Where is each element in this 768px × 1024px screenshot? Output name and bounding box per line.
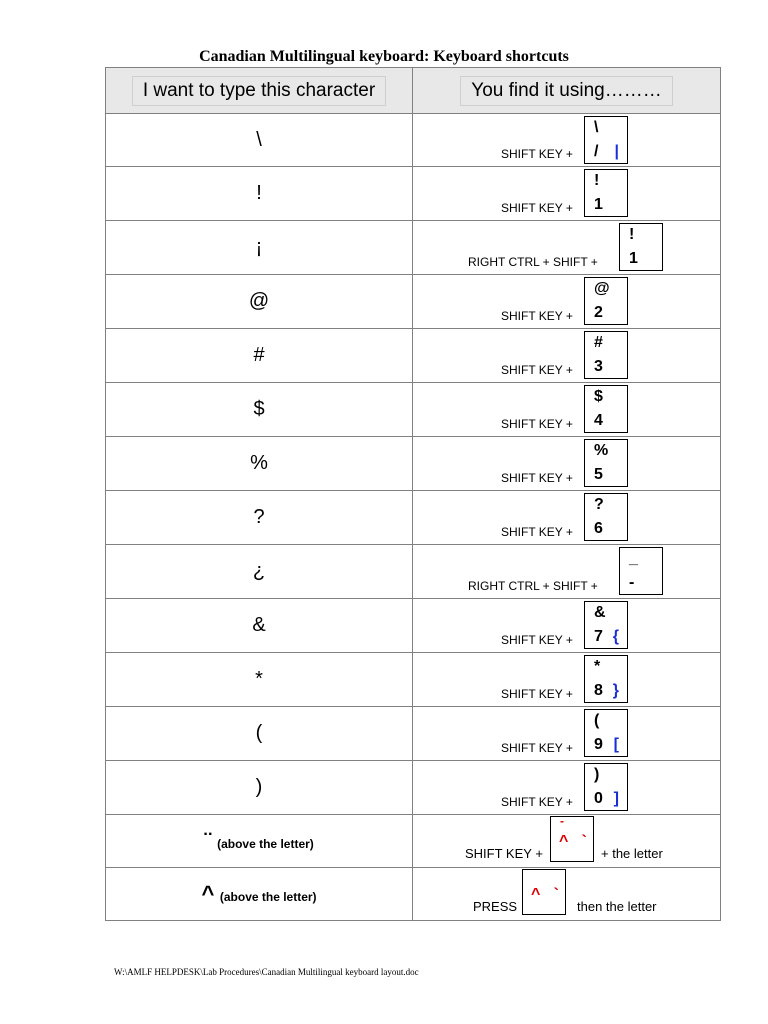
table-row <box>106 707 721 761</box>
method-cell <box>413 815 721 868</box>
key-top-glyph: & <box>594 604 606 621</box>
method-cell <box>413 707 721 761</box>
key-top-glyph: * <box>594 658 601 675</box>
table-row <box>106 437 721 491</box>
key-combination: SHIFT KEY + <box>501 201 573 215</box>
target-character-cell <box>106 707 413 761</box>
key-combination: SHIFT KEY + <box>501 363 573 377</box>
target-character-cell <box>106 491 413 545</box>
keyboard-key-icon <box>584 169 628 217</box>
keyboard-key-icon <box>619 223 663 271</box>
header-method: You find it using……… <box>413 68 721 114</box>
key-alt-glyph: | <box>614 143 619 160</box>
target-character-cell <box>106 275 413 329</box>
keyboard-key-icon <box>619 547 663 595</box>
key-combination: SHIFT KEY + <box>501 147 573 161</box>
target-character-cell <box>106 221 413 275</box>
table-row <box>106 329 721 383</box>
target-character: ? <box>253 506 265 528</box>
target-character: $ <box>253 398 265 420</box>
method-cell <box>413 545 721 599</box>
target-character: ¡ <box>255 236 263 258</box>
method-cell <box>413 383 721 437</box>
target-character: ( <box>255 722 263 744</box>
key-top-glyph: _ <box>629 550 638 567</box>
table-row <box>106 868 721 921</box>
key-combination: PRESS <box>473 899 518 914</box>
key-alt-glyph: ] <box>613 790 619 807</box>
key-bottom-glyph: - <box>629 574 635 591</box>
table-row <box>106 653 721 707</box>
key-combination: SHIFT KEY + <box>501 687 573 701</box>
key-top-glyph: \ <box>594 119 599 136</box>
key-bottom-glyph: 4 <box>594 412 603 429</box>
target-character-cell <box>106 437 413 491</box>
table-row <box>106 815 721 868</box>
table-row <box>106 275 721 329</box>
method-cell <box>413 491 721 545</box>
target-character-cell <box>106 329 413 383</box>
key-top-glyph: # <box>594 334 603 351</box>
key-top-glyph: ) <box>594 766 600 783</box>
target-character-cell <box>106 761 413 815</box>
character-note: (above the letter) <box>219 890 317 904</box>
table-row <box>106 761 721 815</box>
key-combination: SHIFT KEY + <box>465 846 543 861</box>
dead-key-icon <box>550 816 594 862</box>
table-row <box>106 599 721 653</box>
shortcuts-table <box>105 67 721 921</box>
keyboard-key-icon <box>584 277 628 325</box>
target-character-cell <box>106 114 413 167</box>
target-character-cell <box>106 167 413 221</box>
key-alt-glyph: { <box>612 628 619 645</box>
dead-key-icon <box>522 869 566 915</box>
table-row <box>106 167 721 221</box>
target-character: & <box>252 614 266 636</box>
keyboard-key-icon <box>584 655 628 703</box>
table-header-row <box>106 68 721 114</box>
target-character: ¨ <box>204 828 212 853</box>
key-top-glyph: ? <box>594 496 604 513</box>
key-combination: RIGHT CTRL + SHIFT + <box>468 255 598 269</box>
method-cell <box>413 868 721 921</box>
target-character: ¿ <box>252 560 266 582</box>
key-top-glyph: % <box>594 442 609 459</box>
key-combination: SHIFT KEY + <box>501 471 573 485</box>
key-top-glyph: @ <box>594 280 610 297</box>
target-character: ) <box>255 776 263 798</box>
key-alt-glyph: } <box>612 682 619 699</box>
key-combination: SHIFT KEY + <box>501 633 573 647</box>
file-path-footer: W:\AMLF HELPDESK\Lab Procedures\Canadian Multilingual keyboard layout.doc <box>114 967 419 977</box>
key-bottom-glyph: 9 <box>594 736 603 753</box>
target-character: % <box>250 452 268 474</box>
key-bottom-glyph: 3 <box>594 358 603 375</box>
method-cell <box>413 437 721 491</box>
key-bottom-glyph: 1 <box>594 196 603 213</box>
key-bottom-glyph: 8 <box>594 682 603 699</box>
key-dash-mark: - <box>560 814 564 828</box>
table-row <box>106 491 721 545</box>
target-character: \ <box>256 128 262 151</box>
target-character: @ <box>248 290 270 312</box>
method-cell <box>413 114 721 167</box>
key-bottom-glyph: 2 <box>594 304 603 321</box>
table-row <box>106 221 721 275</box>
key-bottom-glyph: 6 <box>594 520 603 537</box>
target-character-cell <box>106 545 413 599</box>
method-cell <box>413 221 721 275</box>
target-character-cell <box>106 599 413 653</box>
key-combination: SHIFT KEY + <box>501 417 573 431</box>
key-combination: SHIFT KEY + <box>501 795 573 809</box>
target-character: ! <box>256 182 262 204</box>
target-character: * <box>255 668 263 690</box>
key-bottom-glyph: 5 <box>594 466 603 483</box>
header-character: I want to type this character <box>106 68 413 114</box>
table-row <box>106 545 721 599</box>
keyboard-key-icon <box>584 493 628 541</box>
method-cell <box>413 599 721 653</box>
keyboard-key-icon <box>584 385 628 433</box>
key-top-glyph: ( <box>594 712 600 729</box>
key-accent-marks: ^ ` <box>559 833 588 850</box>
keyboard-key-icon <box>584 601 628 649</box>
target-character-cell <box>106 383 413 437</box>
key-combination: SHIFT KEY + <box>501 309 573 323</box>
keyboard-key-icon <box>584 116 628 164</box>
key-alt-glyph: [ <box>613 736 619 753</box>
target-character: ^ <box>201 881 215 906</box>
table-row <box>106 114 721 167</box>
key-top-glyph: ! <box>594 172 600 189</box>
method-cell <box>413 275 721 329</box>
method-cell <box>413 761 721 815</box>
table-row <box>106 383 721 437</box>
target-character-cell <box>106 815 413 868</box>
key-accent-marks: ^ ` <box>531 886 560 903</box>
method-cell <box>413 653 721 707</box>
keyboard-key-icon <box>584 709 628 757</box>
key-combination-suffix: + the letter <box>601 846 663 861</box>
key-bottom-glyph: / <box>594 143 599 160</box>
key-bottom-glyph: 7 <box>594 628 603 645</box>
key-combination: RIGHT CTRL + SHIFT + <box>468 579 598 593</box>
key-combination-suffix: then the letter <box>577 899 657 914</box>
method-cell <box>413 167 721 221</box>
target-character-cell <box>106 868 413 921</box>
keyboard-key-icon <box>584 763 628 811</box>
method-cell <box>413 329 721 383</box>
key-bottom-glyph: 0 <box>594 790 603 807</box>
key-top-glyph: $ <box>594 388 603 405</box>
key-combination: SHIFT KEY + <box>501 525 573 539</box>
page-title: Canadian Multilingual keyboard: Keyboard shortcuts <box>199 48 569 65</box>
keyboard-key-icon <box>584 439 628 487</box>
key-combination: SHIFT KEY + <box>501 741 573 755</box>
key-bottom-glyph: 1 <box>629 250 638 267</box>
character-note: (above the letter) <box>217 837 314 851</box>
key-top-glyph: ! <box>629 226 635 243</box>
target-character: # <box>253 344 265 366</box>
target-character-cell <box>106 653 413 707</box>
keyboard-key-icon <box>584 331 628 379</box>
